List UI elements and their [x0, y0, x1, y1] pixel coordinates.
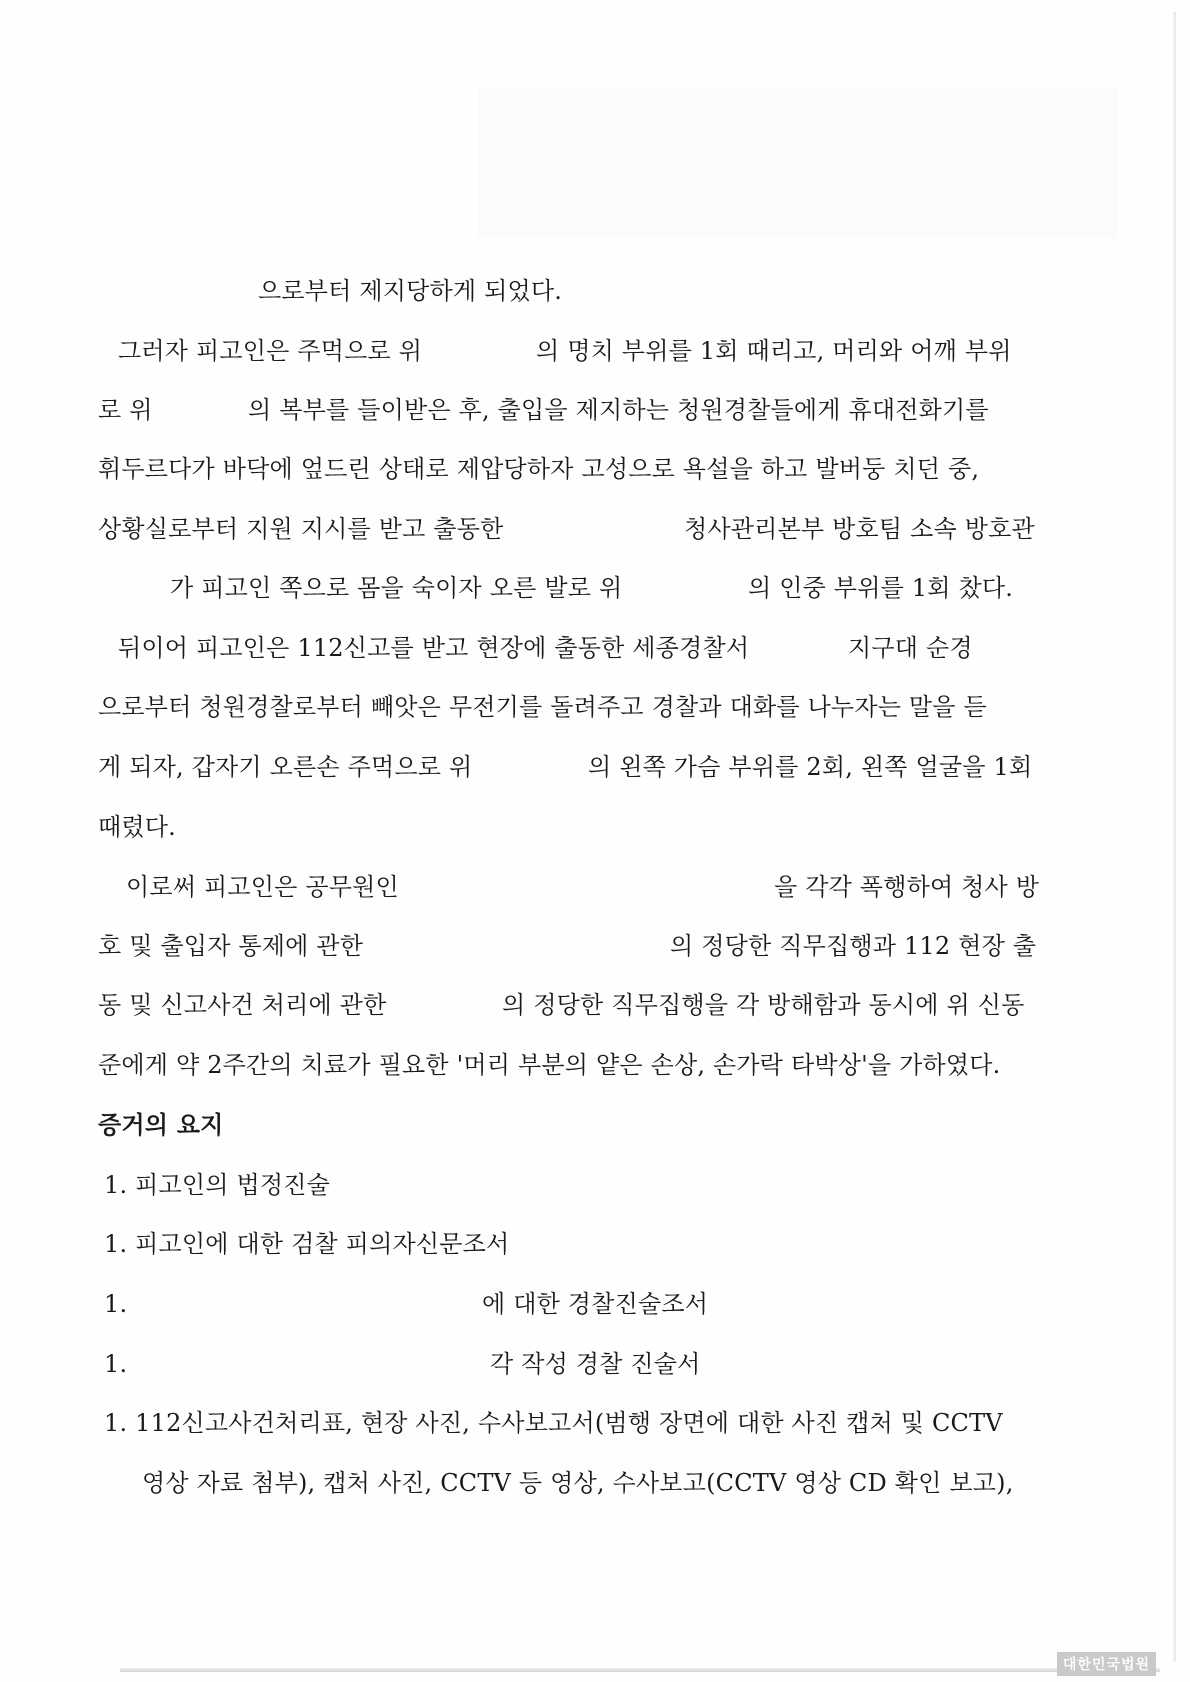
evidence-item: 1. 112신고사건처리표, 현장 사진, 수사보고서(범행 장면에 대한 사진 캡처 및 CCTV — [104, 1409, 1003, 1437]
court-watermark: 대한민국법원 — [1057, 1652, 1156, 1676]
text-line: 휘두르다가 바닥에 엎드린 상태로 제압당하자 고성으로 욕설을 하고 발버둥 치던 중, — [98, 455, 980, 483]
evidence-item: 1. 피고인에 대한 검찰 피의자신문조서 — [104, 1230, 510, 1258]
text-line: 준에게 약 2주간의 치료가 필요한 '머리 부분의 얕은 손상, 손가락 타박상'을 가하였다. — [98, 1051, 1001, 1079]
evidence-item-continued: 영상 자료 첨부), 캡처 사진, CCTV 등 영상, 수사보고(CCTV 영상 CD 확인 보고), — [142, 1469, 1014, 1497]
page-edge-shadow — [1173, 12, 1176, 1662]
text-line: 때렸다. — [98, 813, 176, 841]
evidence-item: 1. 피고인의 법정진술 — [104, 1171, 331, 1199]
text-line: 으로부터 제지당하게 되었다. — [258, 277, 563, 305]
document-page: 으로부터 제지당하게 되었다. 그러자 피고인은 주먹으로 위 의 명치 부위를 1회 때리고, 머리와 어깨 부위 로 위 의 복부를 들이받은 후, 출입을 제지하는 청원경찰들에게 휴대전화기를 휘두르다가 바닥에 엎드린 상태로 제압당하자 고성으로 욕설을 하고 발버둥 치던 중, 상황실로부터 지원 지시를 받고 출동한 청사관리본부 방호팀 소속 방호관 가 피고인 쪽으로 몸을 숙이자 오른 발로 위 의 인중 부위를 1회 찼다. 뒤이어 피고인은 112신고를 받고 현장에 출동한 세종경찰서 지구대 순경 으로부터 청원경찰로부터 빼앗은 무전기를 돌려주고 경찰과 대화를 나누자는 말을 듣 게 되자, 갑자기 오른손 주먹으로 위 의 왼쪽 가슴 부위를 2회, 왼쪽 얼굴을 1회 때렸다. 이로써 피고인은 공무원인 을 각각 폭행하여 청사 방 호 및 출입자 통제에 관한 의 정당한 직무집행과 112 현장 출 동 및 신고사건 처리에 관한 의 정당한 직무집행을 각 방해함과 동시에 위 신동 준에게 약 2주간의 치료가 필요한 '머리 부분의 얕은 손상, 손가락 타박상'을 가하였다. 증거의 요지 1. 피고인의 법정진술 1. 피고인에 대한 검찰 피의자신문조서 1. 에 대한 경찰진술조서 1. 각 작성 경찰 진술서 1. 112신고사건처리표, 현장 사진, 수사보고서(범행 장면에 대한 사진 캡처 및 CCTV 영상 자료 첨부), 캡처 사진, CCTV 등 영상, 수사보고(CCTV 영상 CD 확인 보고), 대한민국법원 — [0, 0, 1190, 1682]
redacted-header-area — [478, 88, 1118, 238]
section-heading: 증거의 요지 — [98, 1111, 224, 1139]
text-line: 으로부터 청원경찰로부터 빼앗은 무전기를 돌려주고 경찰과 대화를 나누자는 말을 듣 — [98, 693, 987, 721]
page-bottom-shadow — [120, 1668, 1160, 1672]
